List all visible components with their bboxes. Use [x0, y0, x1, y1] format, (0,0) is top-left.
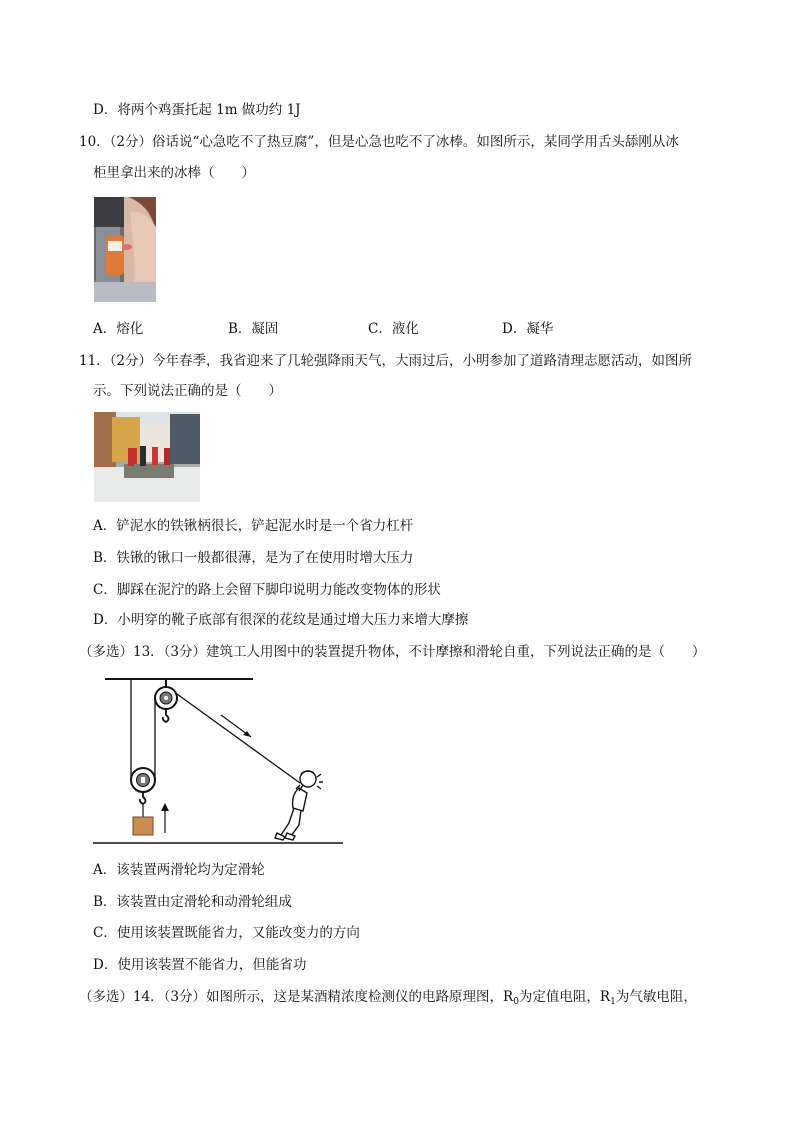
q10-option-c: C．液化 — [368, 321, 419, 337]
q10-stem-line2: 柜里拿出来的冰棒（ ） — [93, 165, 255, 181]
q9-option-d: D．将两个鸡蛋托起 1m 做功约 1J — [93, 102, 301, 118]
q13-option-c: C．使用该装置既能省力，又能改变力的方向 — [93, 925, 360, 941]
q13-option-b: B．该装置由定滑轮和动滑轮组成 — [93, 894, 292, 910]
q11-option-a: A．铲泥水的铁锹柄很长，铲起泥水时是一个省力杠杆 — [93, 518, 414, 534]
q13-option-d: D．使用该装置不能省力，但能省功 — [93, 957, 307, 973]
q11-option-b: B．铁锹的锹口一般都很薄，是为了在使用时增大压力 — [93, 550, 414, 566]
q14-stem — [79, 988, 697, 1011]
q14-r0-subscript: 0 — [513, 997, 519, 1007]
q10-stem-line1: 10．（2分）俗话说“心急吃不了热豆腐”，但是心急也吃不了冰棒。如图所示，某同学用舌头舔刚从冰 — [79, 134, 679, 150]
q13-stem: （多选）13．（3分）建筑工人用图中的装置提升物体，不计摩擦和滑轮自重，下列说法正确的是（ ） — [79, 644, 706, 660]
q13-pulley-diagram — [93, 673, 348, 848]
movable-pulley — [131, 768, 155, 817]
q11-option-d: D．小明穿的靴子底部有很深的花纹是通过增大压力来增大摩擦 — [93, 612, 469, 628]
q13-option-a: A．该装置两滑轮均为定滑轮 — [93, 862, 265, 878]
q11-stem-line2: 示。下列说法正确的是（ ） — [93, 383, 282, 399]
q14-stem-mid: 为定值电阻，R — [518, 989, 611, 1005]
q14-stem-suffix: 为气敏电阻， — [615, 989, 697, 1005]
q10-popsicle-photo — [94, 197, 156, 302]
fixed-pulley — [155, 687, 177, 722]
q10-option-d: D．凝华 — [502, 321, 554, 337]
q11-street-cleanup-photo — [94, 412, 200, 502]
worker-figure — [275, 771, 323, 840]
q11-option-c: C．脚踩在泥泞的路上会留下脚印说明力能改变物体的形状 — [93, 582, 441, 598]
q14-r1-subscript: 1 — [610, 997, 616, 1007]
q10-option-a: A．熔化 — [93, 321, 144, 337]
q11-stem-line1: 11．（2分）今年春季，我省迎来了几轮强降雨天气，大雨过后，小明参加了道路清理志愿活动，如图所 — [79, 353, 693, 369]
q14-stem-prefix: （多选）14．（3分）如图所示，这是某酒精浓度检测仪的电路原理图，R — [79, 989, 514, 1005]
q10-option-b: B．凝固 — [228, 321, 279, 337]
